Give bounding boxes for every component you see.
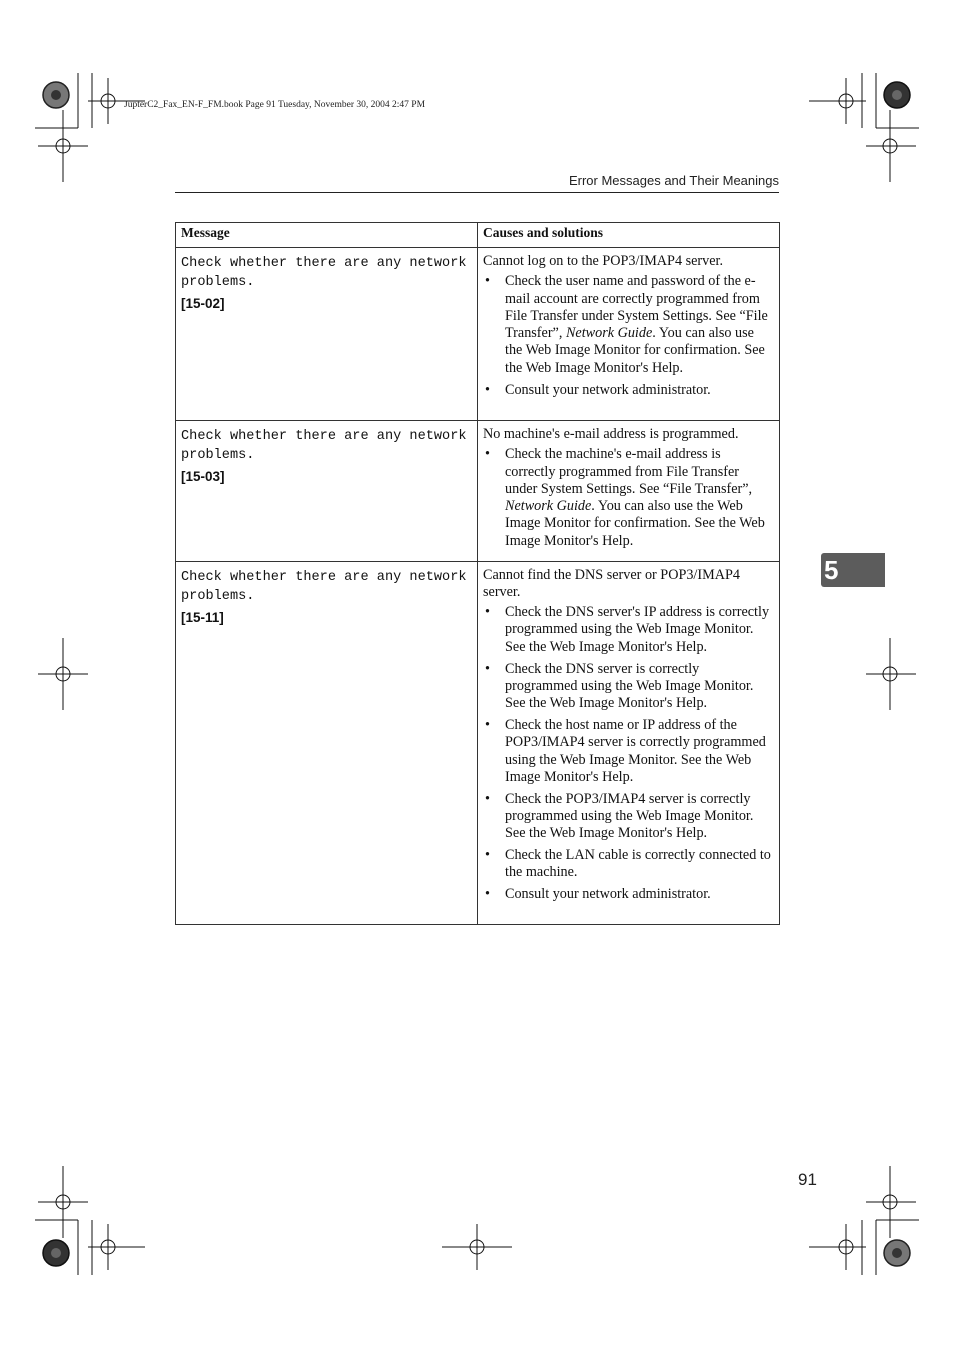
solution-text: Consult your network administrator. [505, 886, 711, 903]
page-number: 91 [798, 1170, 817, 1189]
solution-item [483, 382, 774, 399]
cause-text: Cannot find the DNS server or POP3/IMAP4 server. [483, 566, 740, 600]
solution-list [483, 604, 774, 903]
column-header-causes: Causes and solutions [478, 223, 780, 248]
solution-text: Check the DNS server's IP address is correctly programmed using the Web Image Monitor. See the Web Image Monitor's Help. [505, 604, 770, 655]
solution-text: Check the DNS server is correctly programmed using the Web Image Monitor. See the Web Image Monitor's Help. [505, 660, 754, 712]
bullet-icon: • [485, 886, 490, 903]
solution-item [483, 273, 774, 377]
bullet-icon: • [485, 716, 490, 733]
solution-item [483, 446, 774, 550]
message-cell [176, 248, 478, 421]
solution-text-continued: . You can also use the Web Image Monitor for confirmation. See the Web Image Monitor's Help. [505, 325, 765, 376]
bullet-icon: • [485, 273, 490, 290]
solution-item [483, 791, 774, 843]
error-code: [15-11] [181, 609, 224, 625]
bullet-icon: • [485, 847, 490, 864]
solution-text-continued: . You can also use the Web Image Monitor for confirmation. See the Web Image Monitor's Help. [505, 498, 765, 549]
solution-text: Consult your network administrator. [505, 381, 711, 398]
solution-text: Check the POP3/IMAP4 server is correctly programmed using the Web Image Monitor. See the Web Image Monitor's Help. [505, 790, 754, 842]
solution-item [483, 847, 774, 882]
solution-text: Check the user name and password of the e-mail account are correctly programmed from File Transfer under System Settings. See “File Transfer”, [505, 273, 768, 342]
solution-item [483, 604, 774, 656]
error-message-table [175, 222, 780, 925]
solution-text: Check the host name or IP address of the POP3/IMAP4 server is correctly programmed using the Web Image Monitor. See the Web Image Monitor's Help. [505, 716, 766, 785]
cause-text: Cannot log on to the POP3/IMAP4 server. [483, 253, 724, 269]
causes-cell [478, 561, 780, 924]
print-slug: JupterC2_Fax_EN-F_FM.book Page 91 Tuesday, November 30, 2004 2:47 PM [124, 100, 426, 110]
table-row [176, 561, 780, 924]
table-row [176, 248, 780, 421]
manual-reference: Network Guide [505, 498, 592, 515]
solution-item [483, 661, 774, 713]
error-code: [15-03] [181, 469, 225, 484]
solution-text: Check the machine's e-mail address is correctly programmed from File Transfer under System Settings. See “File Transfer”, [505, 446, 753, 497]
error-code: [15-02] [181, 296, 225, 311]
table-header-row [176, 223, 780, 248]
solution-list [483, 446, 774, 550]
solution-list [483, 273, 774, 399]
causes-cell [478, 421, 780, 562]
table-row [176, 421, 780, 562]
column-header-message: Message [176, 223, 478, 248]
message-cell [176, 561, 478, 924]
causes-cell [478, 248, 780, 421]
cause-text: No machine's e-mail address is programmed. [483, 426, 739, 442]
bullet-icon: • [485, 660, 490, 677]
bullet-icon: • [485, 446, 490, 463]
message-cell [176, 421, 478, 562]
solution-item [483, 886, 774, 903]
running-head: Error Messages and Their Meanings [175, 173, 779, 193]
solution-item [483, 717, 774, 786]
bullet-icon: • [485, 381, 490, 398]
chapter-tab: 5 [821, 553, 885, 587]
error-message-text: Check whether there are any network problems. [181, 256, 475, 290]
bullet-icon: • [485, 604, 490, 621]
error-message-text: Check whether there are any network problems. [181, 429, 475, 463]
manual-reference: Network Guide [565, 325, 653, 342]
bullet-icon: • [485, 790, 490, 807]
error-message-text: Check whether there are any network problems. [181, 569, 475, 604]
solution-text: Check the LAN cable is correctly connected to the machine. [505, 847, 771, 881]
